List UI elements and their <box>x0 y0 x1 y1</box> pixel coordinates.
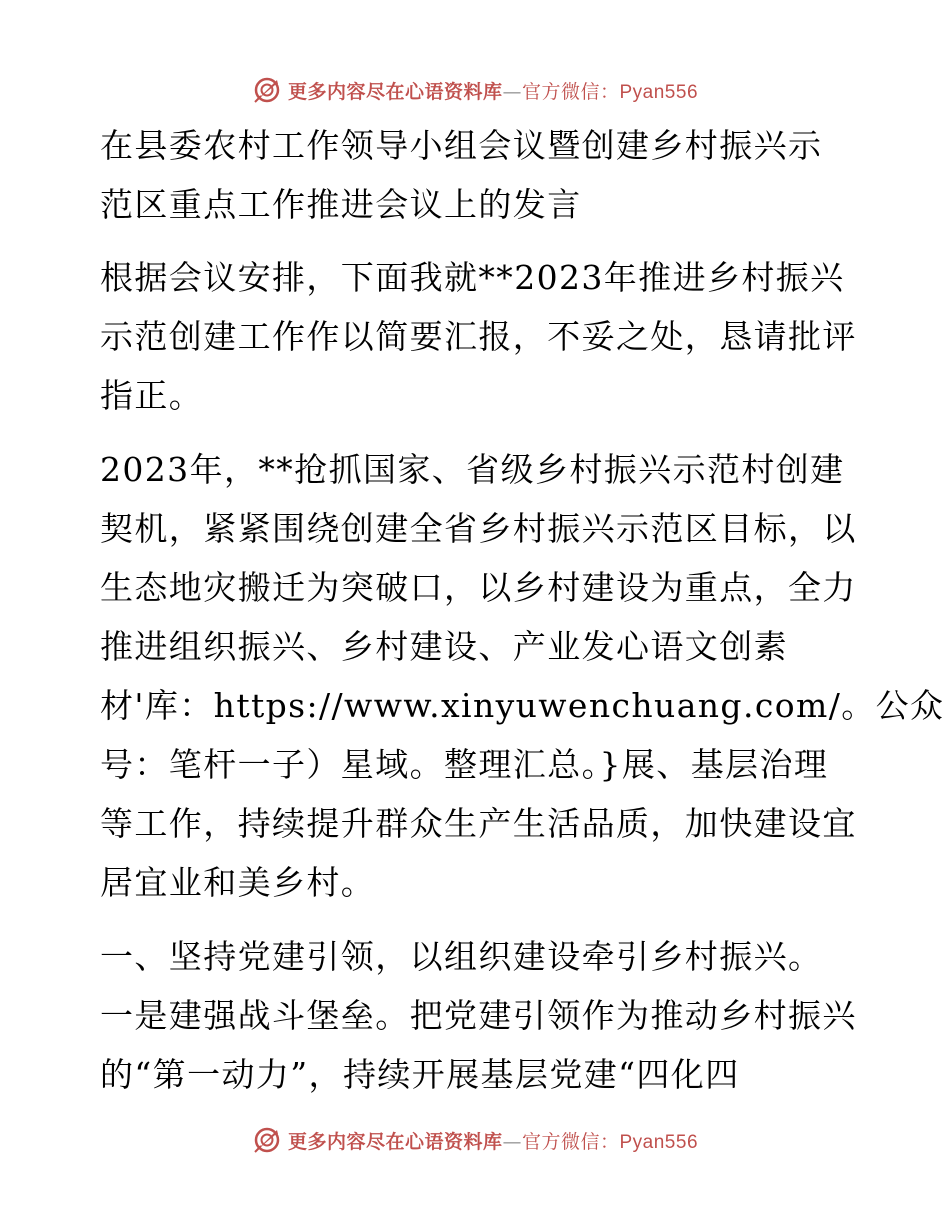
paragraph-2-line-4: 推进组织振兴、乡村建设、产业发心语文创素 <box>100 627 788 666</box>
logo-icon <box>252 1125 282 1155</box>
paragraph-2-line-2: 契机，紧紧围绕创建全省乡村振兴示范区目标，以 <box>100 509 857 548</box>
paragraph-2-line-5: 材'库：https://www.xinyuwenchuang.com/。公众 <box>100 686 945 725</box>
paragraph-1-line-3: 指正。 <box>100 376 204 415</box>
paragraph-1-line-1: 根据会议安排，下面我就**2023年推进乡村振兴 <box>100 258 845 297</box>
paragraph-3-line-2: 的“第一动力”，持续开展基层党建“四化四 <box>100 1055 740 1094</box>
paragraph-2-line-8: 居宜业和美乡村。 <box>100 863 376 902</box>
document-title-line-2: 范区重点工作推进会议上的发言 <box>100 185 582 224</box>
section-heading-1: 一、坚持党建引领，以组织建设牵引乡村振兴。 <box>100 937 823 976</box>
paragraph-1-line-2: 示范创建工作作以简要汇报，不妥之处，恳请批评 <box>100 317 857 356</box>
watermark-text: 更多内容尽在心语资料库—官方微信：Pyan556 <box>287 1130 699 1153</box>
watermark-text: 更多内容尽在心语资料库—官方微信：Pyan556 <box>287 80 699 103</box>
footer-watermark <box>0 1123 950 1157</box>
document-title-line-1: 在县委农村工作领导小组会议暨创建乡村振兴示 <box>100 126 823 165</box>
logo-icon <box>252 75 282 105</box>
paragraph-2-line-6: 号：笔杆一子）星域。整理汇总。}展、基层治理 <box>100 745 829 784</box>
paragraph-2-line-3: 生态地灾搬迁为突破口，以乡村建设为重点，全力 <box>100 568 857 607</box>
paragraph-3-line-1: 一是建强战斗堡垒。把党建引领作为推动乡村振兴 <box>100 996 857 1035</box>
paragraph-2-line-1: 2023年，**抢抓国家、省级乡村振兴示范村创建 <box>100 450 845 489</box>
header-watermark <box>0 73 950 107</box>
paragraph-2-line-7: 等工作，持续提升群众生产生活品质，加快建设宜 <box>100 804 857 843</box>
